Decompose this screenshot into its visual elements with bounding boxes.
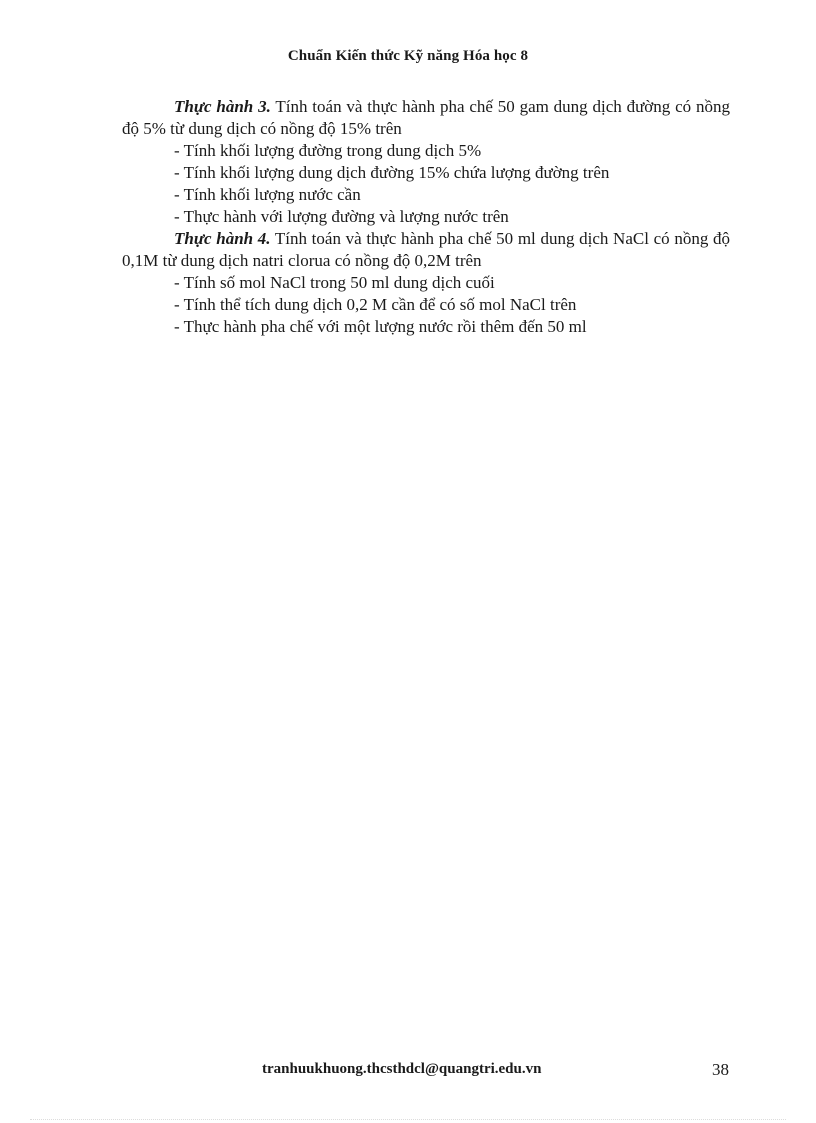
page-number: 38 <box>712 1060 729 1079</box>
section-intro-text: Tính toán và thực hành pha chế 50 ml dung dịch NaCl có nồng độ 0,1M từ dung dịch natri clorua có nồng độ 0,2M trên <box>122 229 730 270</box>
section-label: Thực hành 3. <box>174 97 271 116</box>
footer-divider <box>30 1119 786 1120</box>
footer-email: tranhuukhuong.thcsthdcl@quangtri.edu.vn <box>262 1061 542 1077</box>
list-item: - Thực hành pha chế với một lượng nước rồi thêm đến 50 ml <box>174 317 587 336</box>
list-item: - Tính số mol NaCl trong 50 ml dung dịch cuối <box>174 273 495 292</box>
list-item: - Tính khối lượng dung dịch đường 15% chứa lượng đường trên <box>174 163 610 182</box>
section-thuc-hanh-3-intro <box>122 96 730 140</box>
list-item: - Tính khối lượng đường trong dung dịch 5% <box>174 141 482 160</box>
section-intro-text: Tính toán và thực hành pha chế 50 gam dung dịch đường có nồng độ 5% từ dung dịch có nồng độ 15% trên <box>122 97 730 138</box>
list-item: - Thực hành với lượng đường và lượng nước trên <box>174 207 509 226</box>
section-thuc-hanh-4-intro <box>122 228 730 272</box>
page-body <box>122 96 730 338</box>
page-header: Chuẩn Kiến thức Kỹ năng Hóa học 8 <box>287 48 529 64</box>
list-item: - Tính khối lượng nước cần <box>174 185 361 204</box>
list-item: - Tính thể tích dung dịch 0,2 M cần để có số mol NaCl trên <box>174 295 577 314</box>
section-label: Thực hành 4. <box>174 229 271 248</box>
